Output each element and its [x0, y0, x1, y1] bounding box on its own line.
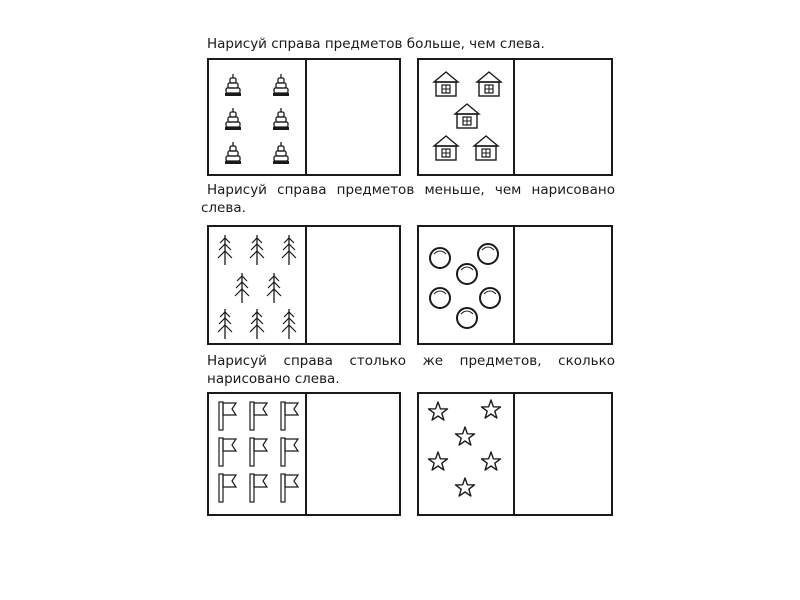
- flag-icon: [281, 474, 298, 502]
- task-box-balls: [417, 225, 613, 345]
- fir-tree-icon: [250, 309, 264, 339]
- task-box-stars: [417, 392, 613, 516]
- pyramids-group: [209, 60, 307, 174]
- flag-icon: [219, 402, 236, 430]
- flag-icon: [219, 438, 236, 466]
- instruction-more: Нарисуй справа предметов больше, чем слева.: [207, 36, 545, 52]
- task-box-flags: [207, 392, 401, 516]
- pyramid-icon: [273, 142, 289, 164]
- instruction-same-line1: Нарисуй справа столько же предметов, сколько: [207, 353, 615, 369]
- ball-icon: [480, 288, 500, 308]
- task-box-fir-trees: [207, 225, 401, 345]
- drawing-area[interactable]: [515, 227, 611, 343]
- house-icon: [477, 72, 501, 96]
- pyramid-icon: [273, 74, 289, 96]
- ball-icon: [430, 248, 450, 268]
- fir-tree-icon: [218, 309, 232, 339]
- star-icon: [456, 478, 475, 496]
- star-icon: [429, 402, 448, 420]
- flag-icon: [219, 474, 236, 502]
- task-box-houses: [417, 58, 613, 176]
- fir-trees-group: [209, 227, 307, 343]
- pyramid-icon: [225, 142, 241, 164]
- star-icon: [482, 400, 501, 418]
- house-icon: [434, 72, 458, 96]
- ball-icon: [430, 288, 450, 308]
- pyramid-icon: [225, 108, 241, 130]
- task-box-pyramids: [207, 58, 401, 176]
- ball-icon: [457, 264, 477, 284]
- flag-icon: [281, 402, 298, 430]
- fir-tree-icon: [282, 309, 296, 339]
- instruction-fewer-line2: слева.: [201, 200, 246, 216]
- fir-tree-icon: [218, 235, 232, 265]
- star-icon: [482, 452, 501, 470]
- balls-group: [419, 227, 515, 343]
- houses-group: [419, 60, 515, 174]
- flag-icon: [250, 402, 267, 430]
- pyramid-icon: [225, 74, 241, 96]
- star-icon: [456, 427, 475, 445]
- pyramid-icon: [273, 108, 289, 130]
- fir-tree-icon: [235, 273, 249, 303]
- fir-tree-icon: [282, 235, 296, 265]
- drawing-area[interactable]: [307, 60, 399, 174]
- fir-tree-icon: [267, 273, 281, 303]
- house-icon: [434, 136, 458, 160]
- ball-icon: [478, 244, 498, 264]
- house-icon: [474, 136, 498, 160]
- flags-group: [209, 394, 307, 514]
- instruction-same: [207, 352, 615, 388]
- stars-group: [419, 394, 515, 514]
- ball-icon: [457, 308, 477, 328]
- house-icon: [455, 104, 479, 128]
- star-icon: [429, 452, 448, 470]
- drawing-area[interactable]: [515, 394, 611, 514]
- instruction-fewer-line1: Нарисуй справа предметов меньше, чем нарисовано: [207, 182, 615, 198]
- drawing-area[interactable]: [515, 60, 611, 174]
- fir-tree-icon: [250, 235, 264, 265]
- drawing-area[interactable]: [307, 394, 399, 514]
- flag-icon: [281, 438, 298, 466]
- instruction-fewer: [201, 181, 615, 217]
- drawing-area[interactable]: [307, 227, 399, 343]
- flag-icon: [250, 438, 267, 466]
- flag-icon: [250, 474, 267, 502]
- instruction-same-line2: нарисовано слева.: [207, 371, 340, 387]
